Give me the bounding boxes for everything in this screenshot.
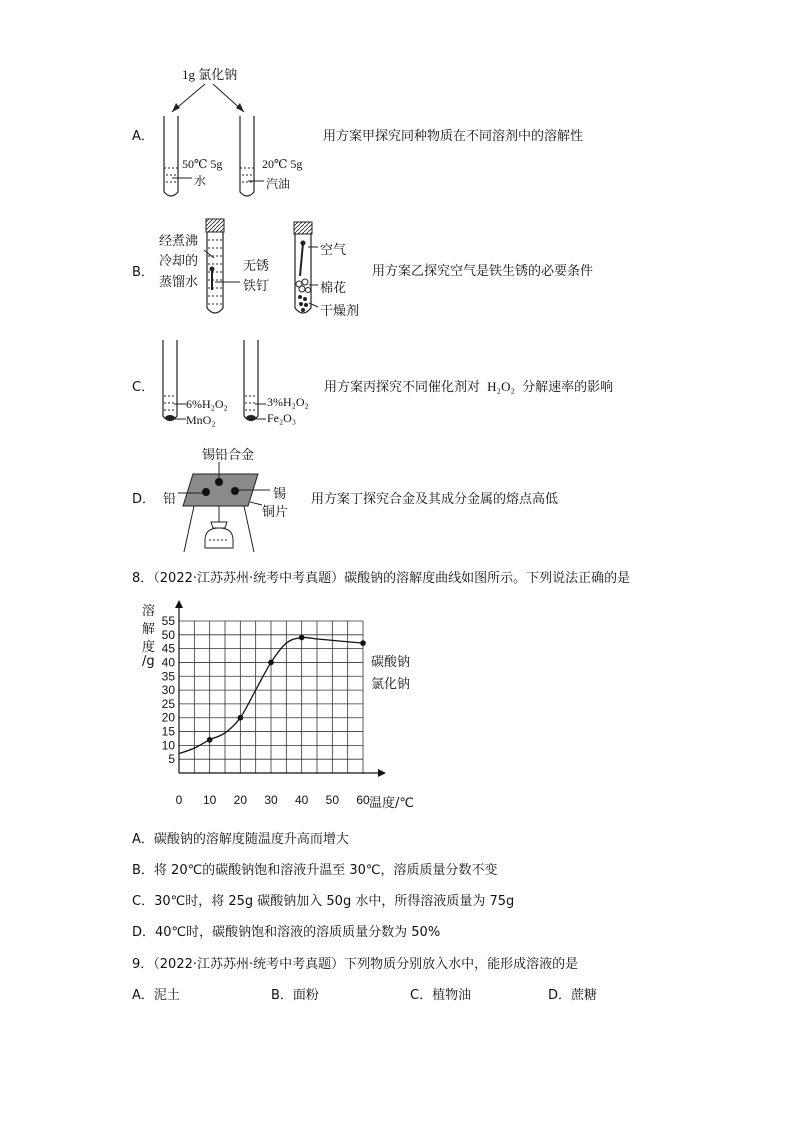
question-8-option-c: C．30℃时，将 25g 碳酸钠加入 50g 水中，所得溶液质量为 75g — [132, 894, 515, 909]
chart-y-tick-label: 55 — [161, 614, 175, 628]
chart-y-tick-label: 5 — [168, 752, 175, 767]
chart-x-tick-label: 30 — [264, 793, 278, 807]
option-c-tube2-label-a: 3%H₂O₂ — [267, 395, 309, 409]
option-c-text-formula: H₂O₂ — [487, 379, 515, 394]
question-8-option-a: A．碳酸钠的溶解度随温度升高而增大 — [132, 832, 349, 847]
chart-y-tick-label: 20 — [161, 710, 175, 725]
option-d-left-label: 铅 — [163, 492, 177, 507]
chart-data-point — [238, 715, 244, 721]
option-a-tube1-label-b: 水 — [194, 174, 207, 188]
option-a-top-label: 1g 氯化钠 — [182, 67, 238, 82]
chart-y-tick-label: 35 — [161, 669, 175, 684]
option-c-text-suffix: 分解速率的影响 — [522, 380, 614, 395]
option-b-letter: B． — [132, 265, 154, 280]
option-d-letter: D． — [132, 492, 156, 507]
question-9-stem: 9．（2022·江苏苏州·统考中考真题）下列物质分别放入水中，能形成溶液的是 — [132, 957, 579, 972]
option-b-mid-label-2: 铁钉 — [243, 279, 270, 294]
option-b-left-label-3: 蒸馏水 — [159, 275, 199, 290]
chart-x-tick-label: 40 — [294, 793, 309, 807]
option-a-tube2-label-a: 20℃ 5g — [262, 157, 303, 171]
option-b-right-label-2: 棉花 — [320, 281, 347, 296]
option-c-tube1-label-b: MnO₂ — [186, 413, 216, 427]
chart-xlabel: 温度/℃ — [369, 796, 414, 811]
option-b-left-label-2: 冷却的 — [159, 254, 199, 269]
chart-ylabel-char-3: 度 — [142, 640, 156, 655]
option-d-right-label-1: 锡 — [273, 487, 287, 502]
chart-y-tick-label: 45 — [161, 641, 175, 656]
chart-data-point — [268, 660, 274, 666]
question-9-option-b: B．面粉 — [271, 988, 319, 1003]
question-8-option-b: B．将 20℃的碳酸钠饱和溶液升温至 30℃，溶质质量分数不变 — [132, 863, 498, 878]
question-9-option-a: A．泥土 — [132, 988, 180, 1003]
question-8-option-d: D．40℃时，碳酸钠饱和溶液的溶质质量分数为 50% — [132, 925, 441, 940]
chart-y-tick-label: 15 — [161, 724, 175, 739]
chart-y-axis-arrow — [175, 600, 183, 608]
chart-y-tick-label: 25 — [161, 696, 175, 711]
option-c-letter: C． — [132, 380, 155, 395]
option-c-tube2-label-b: Fe₂O₃ — [267, 411, 297, 425]
chart-x-tick-label: 60 — [356, 793, 370, 807]
option-a-letter: A． — [132, 129, 154, 144]
question-9-option-c: C．植物油 — [410, 988, 472, 1003]
chart-y-tick-label: 30 — [161, 683, 175, 698]
option-d-text: 用方案丁探究合金及其成分金属的熔点高低 — [311, 492, 559, 507]
chart-ylabel-char-4: /g — [142, 654, 155, 669]
chart-data-point — [360, 640, 366, 646]
chart-x-tick-label: 50 — [325, 793, 340, 807]
chart-y-tick-label: 50 — [161, 627, 175, 642]
chart-x-tick-label: 20 — [233, 793, 248, 807]
option-b-text: 用方案乙探究空气是铁生锈的必要条件 — [372, 264, 594, 279]
option-c-text-prefix: 用方案丙探究不同催化剂对 — [324, 380, 481, 395]
chart-x-axis-arrow — [378, 769, 386, 777]
chart-x-tick-label: 10 — [202, 793, 217, 807]
chart-data-point — [207, 737, 213, 743]
chart-y-tick-label: 10 — [161, 738, 175, 753]
option-c-tube1-label-a: 6%H₂O₂ — [186, 397, 228, 411]
option-b-mid-label-1: 无锈 — [243, 259, 270, 274]
chart-ylabel-char-2: 解 — [142, 622, 156, 637]
option-a-tube1-label-a: 50℃ 5g — [182, 157, 223, 171]
option-a-tube2-label-b: 汽油 — [266, 177, 291, 191]
chart-data-point — [299, 635, 305, 641]
option-a-text: 用方案甲探究同种物质在不同溶剂中的溶解性 — [323, 129, 584, 144]
chart-y-tick-label: 40 — [161, 655, 175, 670]
chart-x-tick-label: 0 — [175, 793, 183, 807]
option-b-left-label-1: 经煮沸 — [159, 234, 199, 249]
option-d-right-label-2: 铜片 — [262, 505, 289, 520]
question-9-option-d: D．蔗糖 — [548, 988, 598, 1003]
chart-legend-1: 碳酸钠 — [371, 655, 411, 670]
chart-ylabel-char-1: 溶 — [142, 604, 156, 619]
option-d-top-label: 锡铅合金 — [202, 448, 255, 463]
question-8-stem: 8．（2022·江苏苏州·统考中考真题）碳酸钠的溶解度曲线如图所示。下列说法正确的是 — [132, 571, 631, 586]
option-b-right-label-3: 干燥剂 — [320, 304, 360, 319]
chart-legend-2: 氯化钠 — [371, 677, 411, 692]
option-b-right-label-1: 空气 — [320, 243, 347, 258]
